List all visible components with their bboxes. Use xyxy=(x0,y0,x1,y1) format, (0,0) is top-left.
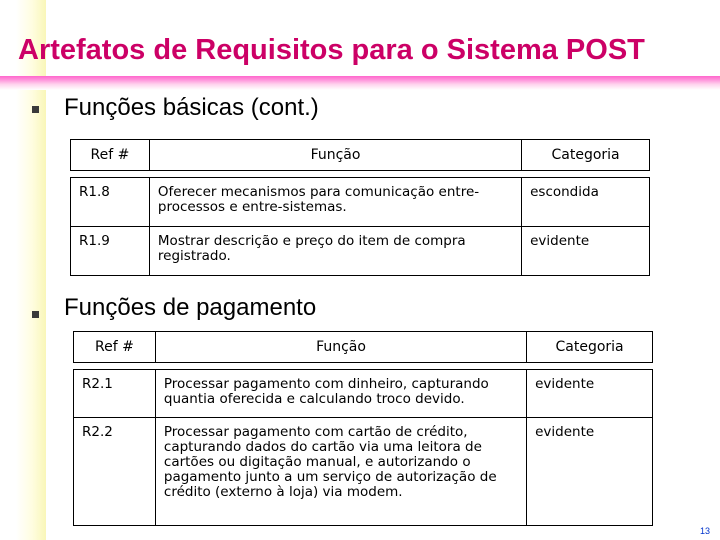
column-header-ref: Ref # xyxy=(71,140,150,171)
table-row xyxy=(71,178,650,227)
column-header-category: Categoria xyxy=(522,140,650,171)
section-heading-payment-functions: Funções de pagamento xyxy=(64,294,317,321)
basic-functions-table xyxy=(70,139,650,276)
table-spacer xyxy=(71,171,650,178)
cell-category: evidente xyxy=(522,227,650,276)
cell-function: Processar pagamento com dinheiro, capturando quantia oferecida e calculando troco devido. xyxy=(155,370,526,418)
cell-function: Oferecer mecanismos para comunicação entre-processos e entre-sistemas. xyxy=(149,178,521,227)
slide-title: Artefatos de Requisitos para o Sistema POST xyxy=(18,34,645,66)
bullet-square-icon xyxy=(32,311,39,318)
table-row xyxy=(74,418,653,526)
cell-ref: R2.1 xyxy=(74,370,156,418)
column-header-function: Função xyxy=(155,332,526,363)
column-header-ref: Ref # xyxy=(74,332,156,363)
column-header-function: Função xyxy=(149,140,521,171)
table-header-row xyxy=(71,140,650,171)
table-row xyxy=(74,370,653,418)
cell-category: evidente xyxy=(527,370,653,418)
page-number: 13 xyxy=(700,526,711,536)
section-heading-basic-functions: Funções básicas (cont.) xyxy=(64,94,319,121)
cell-category: escondida xyxy=(522,178,650,227)
table-row xyxy=(71,227,650,276)
table-header-row xyxy=(74,332,653,363)
cell-ref: R1.9 xyxy=(71,227,150,276)
cell-ref: R1.8 xyxy=(71,178,150,227)
bullet-square-icon xyxy=(32,106,39,113)
cell-category: evidente xyxy=(527,418,653,526)
cell-function: Mostrar descrição e preço do item de compra registrado. xyxy=(149,227,521,276)
cell-function: Processar pagamento com cartão de crédito, capturando dados do cartão via uma leitora de cartões ou digitação manual, e autorizando o pagamento junto a um serviço de autorização de crédito (externo à loja) via modem. xyxy=(155,418,526,526)
payment-functions-table xyxy=(73,331,653,526)
table-spacer xyxy=(74,363,653,370)
title-divider-bar xyxy=(0,76,720,90)
cell-ref: R2.2 xyxy=(74,418,156,526)
column-header-category: Categoria xyxy=(527,332,653,363)
